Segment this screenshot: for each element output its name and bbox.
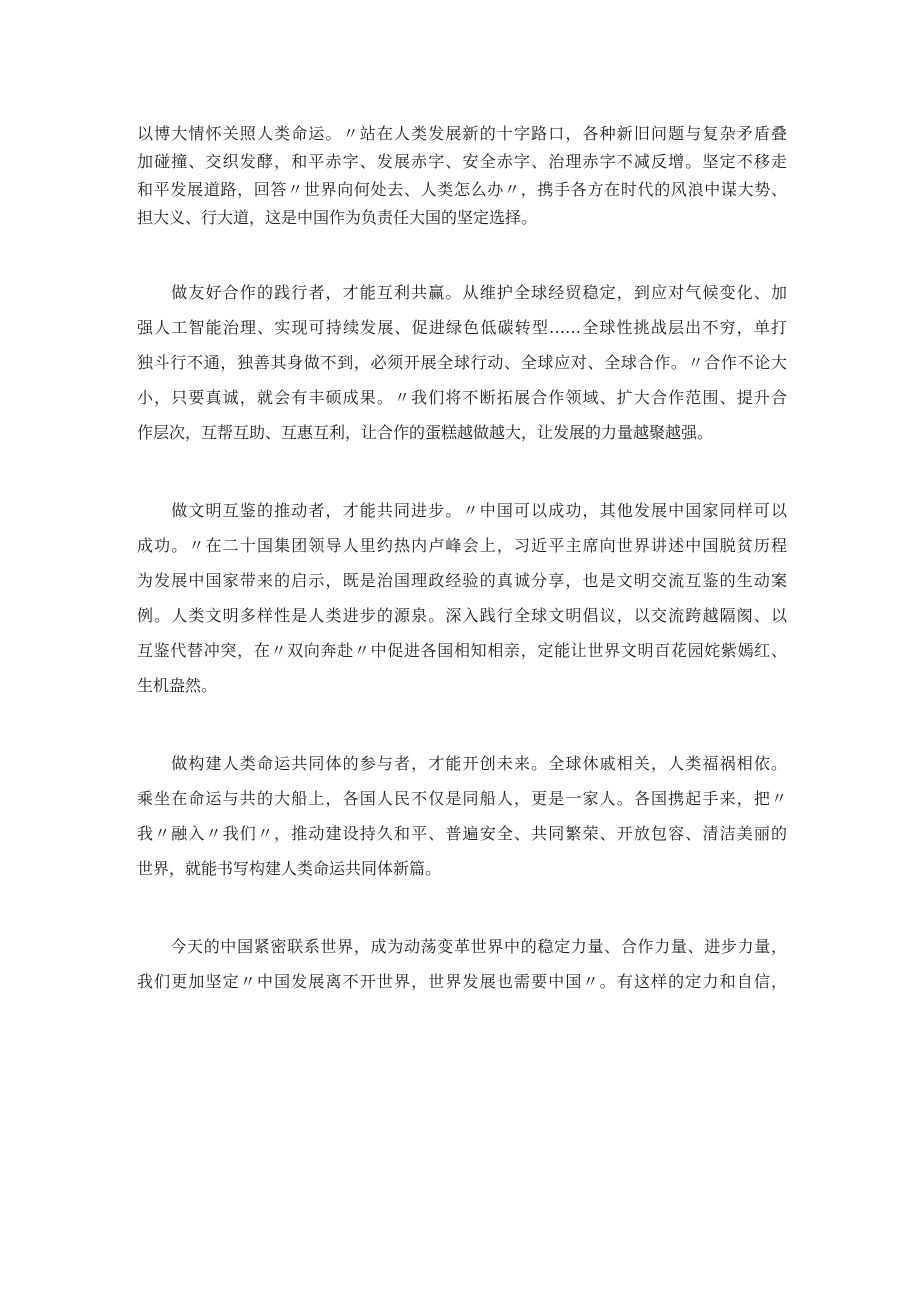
text-line: 乘坐在命运与共的大船上，各国人民不仅是同船人，更是一家人。各国携起手来，把〃 [137, 789, 787, 808]
text-line: 今天的中国紧密联系世界，成为动荡变革世界中的稳定力量、合作力量、进步力量， [137, 937, 787, 956]
text-line: 生机盎然。 [137, 676, 218, 695]
text-line: 例。人类文明多样性是人类进步的源泉。深入践行全球文明倡议，以交流跨越隔阂、以 [137, 606, 787, 625]
text-line: 做构建人类命运共同体的参与者，才能开创未来。全球休戚相关，人类福祸相依。 [137, 754, 787, 773]
text-line: 成功。〃在二十国集团领导人里约热内卢峰会上，习近平主席向世界讲述中国脱贫历程 [137, 536, 787, 555]
document-body [137, 120, 787, 1042]
paragraph-3 [137, 493, 787, 703]
text-line: 为发展中国家带来的启示，既是治国理政经验的真诚分享，也是文明交流互鉴的生动案 [137, 571, 787, 590]
text-line: 担大义、行大道，这是中国作为负责任大国的坚定选择。 [137, 208, 538, 227]
text-line: 世界，就能书写构建人类命运共同体新篇。 [137, 859, 442, 878]
text-line: 互鉴代替冲突，在〃双向奔赴〃中促进各国相知相亲，定能让世界文明百花园姹紫嫣红、 [137, 641, 787, 660]
text-line: 做友好合作的践行者，才能互利共赢。从维护全球经贸稳定，到应对气候变化、加 [137, 283, 787, 302]
text-line: 以博大情怀关照人类命运。〃站在人类发展新的十字路口，各种新旧问题与复杂矛盾叠 [137, 124, 787, 143]
text-line: 做文明互鉴的推动者，才能共同进步。〃中国可以成功，其他发展中国家同样可以 [137, 501, 787, 520]
text-line: 独斗行不通，独善其身做不到，必须开展全球行动、全球应对、全球合作。〃合作不论大 [137, 353, 787, 372]
text-line: 强人工智能治理、实现可持续发展、促进绿色低碳转型……全球性挑战层出不穷，单打 [137, 318, 787, 337]
text-line: 我〃融入〃我们〃，推动建设持久和平、普遍安全、共同繁荣、开放包容、清洁美丽的 [137, 824, 787, 843]
text-line: 我们更加坚定〃中国发展离不开世界，世界发展也需要中国〃。有这样的定力和自信， [137, 972, 787, 991]
paragraph-5 [137, 929, 787, 999]
paragraph-1 [137, 120, 787, 232]
paragraph-2 [137, 275, 787, 450]
text-line: 加碰撞、交织发酵，和平赤字、发展赤字、安全赤字、治理赤字不减反增。坚定不移走 [137, 152, 787, 171]
text-line: 作层次，互帮互助、互惠互利，让合作的蛋糕越做越大，让发展的力量越聚越强。 [137, 423, 714, 442]
paragraph-4 [137, 746, 787, 886]
text-line: 和平发展道路，回答〃世界向何处去、人类怎么办〃，携手各方在时代的风浪中谋大势、 [137, 180, 787, 199]
text-line: 小，只要真诚，就会有丰硕成果。〃我们将不断拓展合作领域、扩大合作范围、提升合 [137, 388, 787, 407]
